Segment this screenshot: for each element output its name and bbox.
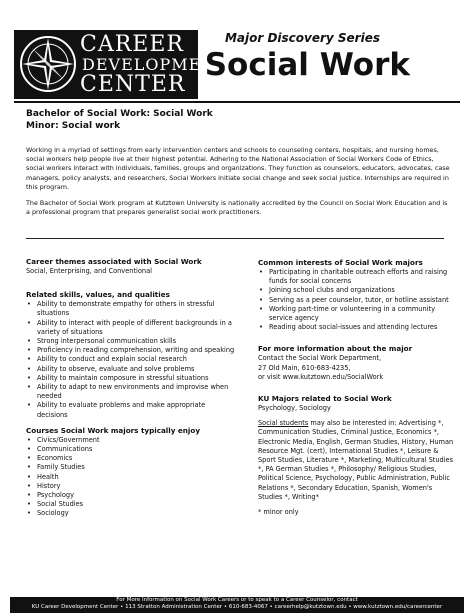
list-item: • Proficiency in reading comprehension, writing and speaking [35,346,236,355]
list-item: • Ability to adapt to new environments and improvise when needed [35,383,236,401]
logo-line-2: DEVELOPMENT [82,55,228,74]
list-item: • Ability to interact with people of different backgrounds in a variety of situations [35,319,236,337]
courses-list [26,436,236,519]
list-item: • Ability to conduct and explain social research [35,355,236,364]
list-item: • Reading about social-issues and attending lectures [267,323,458,332]
logo-line-3: CENTER [80,72,186,97]
career-center-logo [14,30,228,99]
list-item: • Health [35,473,236,482]
degree-line: Bachelor of Social Work: Social Work [26,109,213,119]
list-item: • Working part-time or volunteering in a community service agency [267,305,458,323]
intro-paragraph-2: The Bachelor of Social Work program at Kutztown University is nationally accredited by the Council on Social Work Education and is a professional program that prepares generalist social work practitioners. [26,199,448,217]
list-item: • Ability to observe, evaluate and solve problems [35,365,236,374]
list-item: • Serving as a peer counselor, tutor, or hotline assistant [267,296,458,305]
list-item: • Sociology [35,509,236,518]
minors-text: may also be interested in: Advertising *, Communication Studies, Criminal Justice, Economics *, Electronic Media, English, German Studies, History, Human Resource Mgt. (cert), International Studies *, Leisure & Sport Studies, Literature *, Marketing, Multicultural Studies *, PA German Studies *, Philosophy/ Religious Studies, Political Science, Psychology, Public Administration, Public Relations *, Secondary Education, Spanish, Women's Studies *, Writing* [258,419,454,501]
info-line-website[interactable]: or visit www.kutztown.edu/SocialWork [258,372,384,381]
minors-paragraph [258,419,458,502]
skills-list [26,300,236,420]
info-line: 27 Old Main, 610-683-4235, [258,363,351,372]
compass-icon [18,34,78,94]
info-heading: For more information about the major [258,344,413,354]
logo-line-1: CAREER [80,32,184,57]
list-item: • Communications [35,445,236,454]
section-divider [26,238,444,239]
list-item: • Strong interpersonal communication skills [35,337,236,346]
list-item: • Economics [35,454,236,463]
header-divider [14,101,460,103]
list-item: • Ability to maintain composure in stressful situations [35,374,236,383]
minors-link[interactable]: Social students [258,419,309,428]
minor-note: * minor only [258,508,299,517]
list-item: • Ability to evaluate problems and make appropriate decisions [35,401,236,419]
degree-info [26,108,213,132]
page-title: Social Work [204,47,410,83]
footer-line-2: KU Career Development Center • 113 Stratton Administration Center • 610-683-4067 • careerhelp@kutztown.edu • www.kutztown.edu/careercenter [31,604,443,610]
list-item: • Civics/Government [35,436,236,445]
interests-list [258,268,458,332]
intro-paragraph-1: Working in a myriad of settings from early intervention centers and schools to counseling centers, hospitals, and nursing homes, social workers help people live at their highest potential. Adhering to the National Association of Social Workers Code of Ethics, social workers interact with individuals, families, groups and organizations. They function as counselors, educators, advocates, case managers, policy analysts, and researchers, Social Workers initiate social change and seek social justice. Internships are required in this program. [26,146,450,191]
list-item: • Family Studies [35,463,236,472]
themes-text: Social, Enterprising, and Conventional [26,267,152,275]
skills-heading: Related skills, values, and qualities [26,290,170,300]
list-item: • Participating in charitable outreach efforts and raising funds for social concerns [267,268,458,286]
left-column [26,257,236,519]
list-item: • Psychology [35,491,236,500]
footer-bar [10,597,464,613]
list-item: • Ability to demonstrate empathy for others in stressful situations [35,300,236,318]
info-line: Contact the Social Work Department, [258,354,382,363]
courses-heading: Courses Social Work majors typically enjoy [26,425,200,435]
interests-heading: Common interests of Social Work majors [258,258,423,267]
list-item: • Social Studies [35,500,236,509]
minor-line: Minor: Social work [26,121,121,131]
footer-line-1: For More Information on Social Work Careers or to speak to a Career Counselor, contact [116,597,358,603]
majors-text: Psychology, Sociology [258,404,331,413]
series-title: Major Discovery Series [224,31,380,45]
majors-heading: KU Majors related to Social Work [258,394,392,404]
themes-heading: Career themes associated with Social Work [26,257,202,266]
list-item: • History [35,482,236,491]
right-column [258,258,458,517]
list-item: • Joining school clubs and organizations [267,286,458,295]
